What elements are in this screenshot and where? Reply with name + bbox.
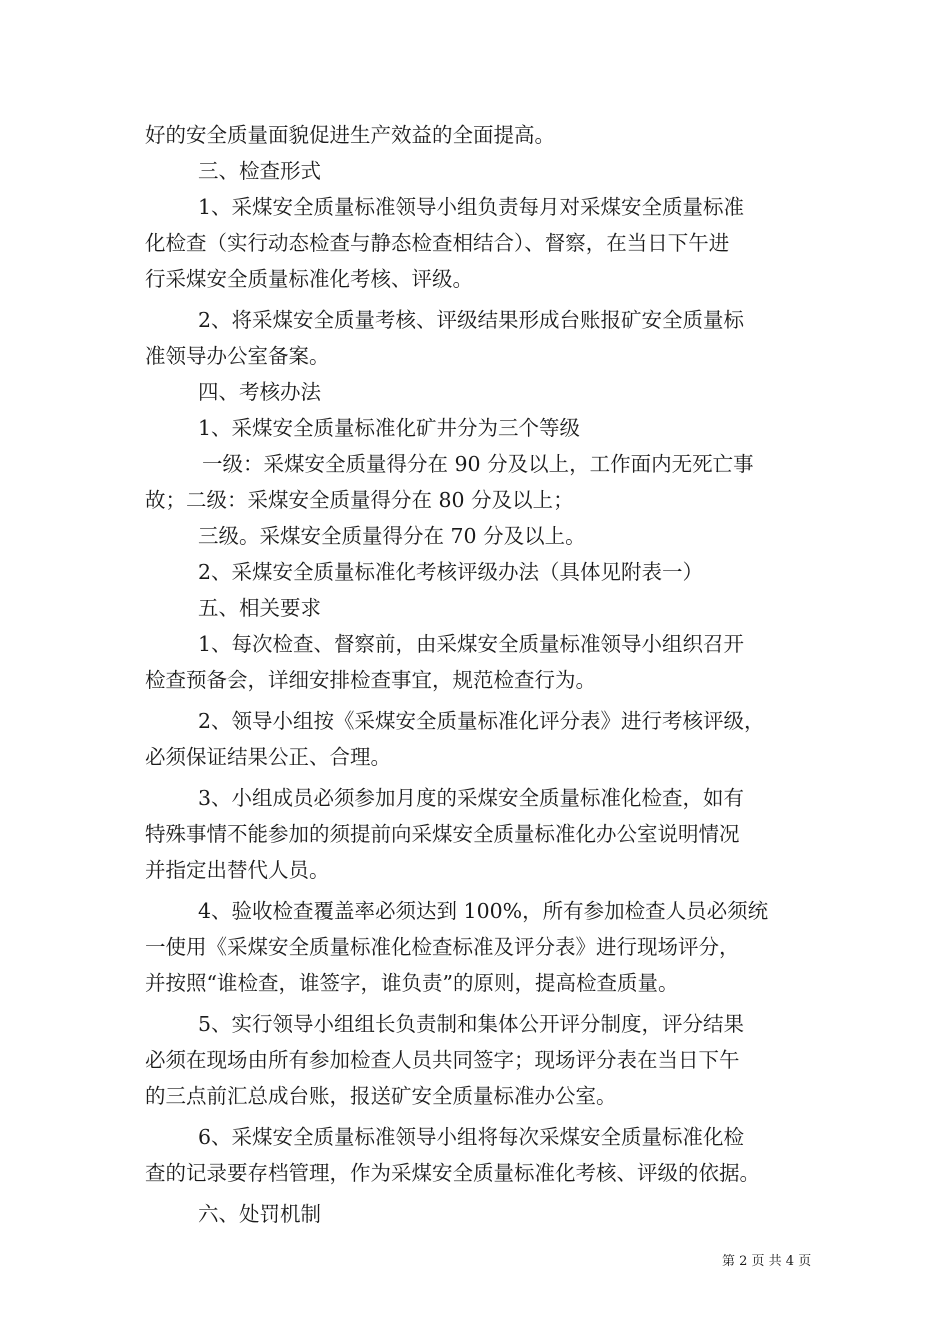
section-heading-inspection-form: 三、检查形式: [198, 159, 321, 183]
paragraph-line: 的三点前汇总成台账，报送矿安全质量标准办公室。: [145, 1084, 617, 1108]
paragraph-line: 必须在现场由所有参加检查人员共同签字；现场评分表在当日下午: [145, 1048, 740, 1072]
paragraph-line: 1、采煤安全质量标准化矿井分为三个等级: [198, 416, 581, 440]
paragraph-line: 行采煤安全质量标准化考核、评级。: [145, 267, 473, 291]
section-heading-assessment-method: 四、考核办法: [198, 380, 321, 404]
paragraph-line: 1、采煤安全质量标准领导小组负责每月对采煤安全质量标准: [198, 195, 745, 219]
paragraph-line: 4、验收检查覆盖率必须达到 100%，所有参加检查人员必须统: [198, 899, 769, 923]
paragraph-line: 检查预备会，详细安排检查事宜，规范检查行为。: [145, 668, 596, 692]
paragraph-line: 一使用《采煤安全质量标准化检查标准及评分表》进行现场评分，: [145, 935, 740, 959]
paragraph-line: 2、领导小组按《采煤安全质量标准化评分表》进行考核评级，: [198, 709, 765, 733]
body-text: [145, 117, 815, 1232]
paragraph-line: 好的安全质量面貌促进生产效益的全面提高。: [145, 123, 555, 147]
page-number-footer: 第 2 页 共 4 页: [722, 1254, 812, 1269]
paragraph-line: 特殊事情不能参加的须提前向采煤安全质量标准化办公室说明情况: [145, 822, 740, 846]
paragraph-line: 准领导办公室备案。: [145, 344, 330, 368]
paragraph-line: 2、将采煤安全质量考核、评级结果形成台账报矿安全质量标: [198, 308, 745, 332]
paragraph-line: 并按照“谁检查，谁签字，谁负责”的原则，提高检查质量。: [145, 971, 679, 995]
paragraph-line: 5、实行领导小组组长负责制和集体公开评分制度，评分结果: [198, 1012, 745, 1036]
section-heading-requirements: 五、相关要求: [198, 596, 321, 620]
paragraph-line: 化检查（实行动态检查与静态检查相结合）、督察，在当日下午进: [145, 231, 730, 255]
section-heading-penalty-mechanism: 六、处罚机制: [198, 1202, 321, 1226]
paragraph-line: 1、每次检查、督察前，由采煤安全质量标准领导小组织召开: [198, 632, 745, 656]
paragraph-line: 6、采煤安全质量标准领导小组将每次采煤安全质量标准化检: [198, 1125, 745, 1149]
paragraph-line: 2、采煤安全质量标准化考核评级办法（具体见附表一）: [198, 560, 704, 584]
paragraph-line: 一级：采煤安全质量得分在 90 分及以上，工作面内无死亡事: [202, 452, 754, 476]
paragraph-line: 必须保证结果公正、合理。: [145, 745, 391, 769]
paragraph-line: 并指定出替代人员。: [145, 858, 330, 882]
paragraph-line: 三级。采煤安全质量得分在 70 分及以上。: [198, 524, 586, 548]
paragraph-line: 查的记录要存档管理，作为采煤安全质量标准化考核、评级的依据。: [145, 1161, 760, 1185]
paragraph-line: 3、小组成员必须参加月度的采煤安全质量标准化检查，如有: [198, 786, 745, 810]
paragraph-line: 故；二级：采煤安全质量得分在 80 分及以上；: [145, 488, 574, 512]
